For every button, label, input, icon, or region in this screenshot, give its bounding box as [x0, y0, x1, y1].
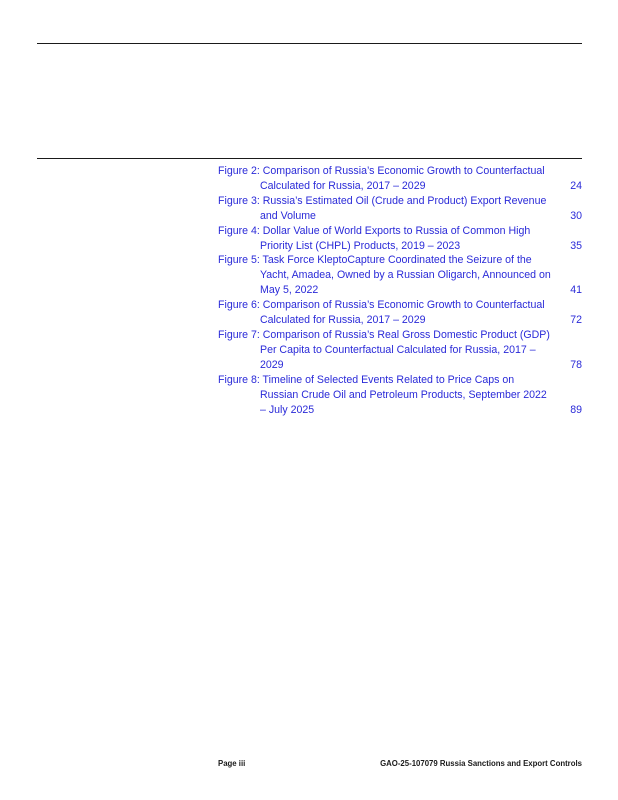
toc-entry-title: Figure 2: Comparison of Russia’s Economic Growth to Counterfactual Calculated for Russia, 2017 – 2029 — [218, 165, 545, 192]
toc-entry-title: Figure 4: Dollar Value of World Exports to Russia of Common High Priority List (CHPL) Products, 2019 – 2023 — [218, 224, 531, 252]
toc-entry-page: 41 — [570, 284, 582, 297]
toc-entry-figure-6[interactable] — [218, 298, 582, 328]
toc-entry-title: Figure 5: Task Force KleptoCapture Coordinated the Seizure of the Yacht, Amadea, Owned by a Russian Oligarch, Announced on May 5, 2022 — [218, 254, 551, 297]
toc-entry-figure-8[interactable] — [218, 373, 582, 418]
toc-entry-figure-7[interactable] — [218, 328, 582, 373]
toc-entry-figure-4[interactable] — [218, 224, 582, 254]
toc-entry-page: 30 — [570, 209, 582, 222]
toc-entry-page: 89 — [570, 403, 582, 416]
toc-entry-title: Figure 6: Comparison of Russia’s Economic Growth to Counterfactual Calculated for Russia, 2017 – 2029 — [218, 299, 545, 327]
footer-page-number: Page iii — [218, 759, 246, 768]
list-of-figures — [218, 164, 582, 417]
toc-entry-page: 35 — [570, 239, 582, 252]
toc-entry-figure-5[interactable] — [218, 253, 582, 298]
footer-report-title: GAO-25-107079 Russia Sanctions and Export Controls — [380, 759, 582, 768]
toc-entry-page: 78 — [570, 358, 582, 371]
toc-entry-title: Figure 8: Timeline of Selected Events Related to Price Caps on Russian Crude Oil and Petroleum Products, September 2022 – July 2025 — [218, 373, 547, 416]
section-rule — [37, 158, 582, 159]
toc-entry-page: 72 — [570, 314, 582, 327]
top-rule — [37, 43, 582, 44]
toc-entry-title: Figure 3: Russia’s Estimated Oil (Crude and Product) Export Revenue and Volume — [218, 194, 547, 222]
toc-entry-title: Figure 7: Comparison of Russia’s Real Gross Domestic Product (GDP) Per Capita to Counterfactual Calculated for Russia, 2017 – 2029 — [218, 328, 550, 371]
toc-entry-figure-2[interactable] — [218, 164, 582, 194]
toc-entry-page: 24 — [570, 179, 582, 192]
toc-entry-figure-3[interactable] — [218, 194, 582, 224]
